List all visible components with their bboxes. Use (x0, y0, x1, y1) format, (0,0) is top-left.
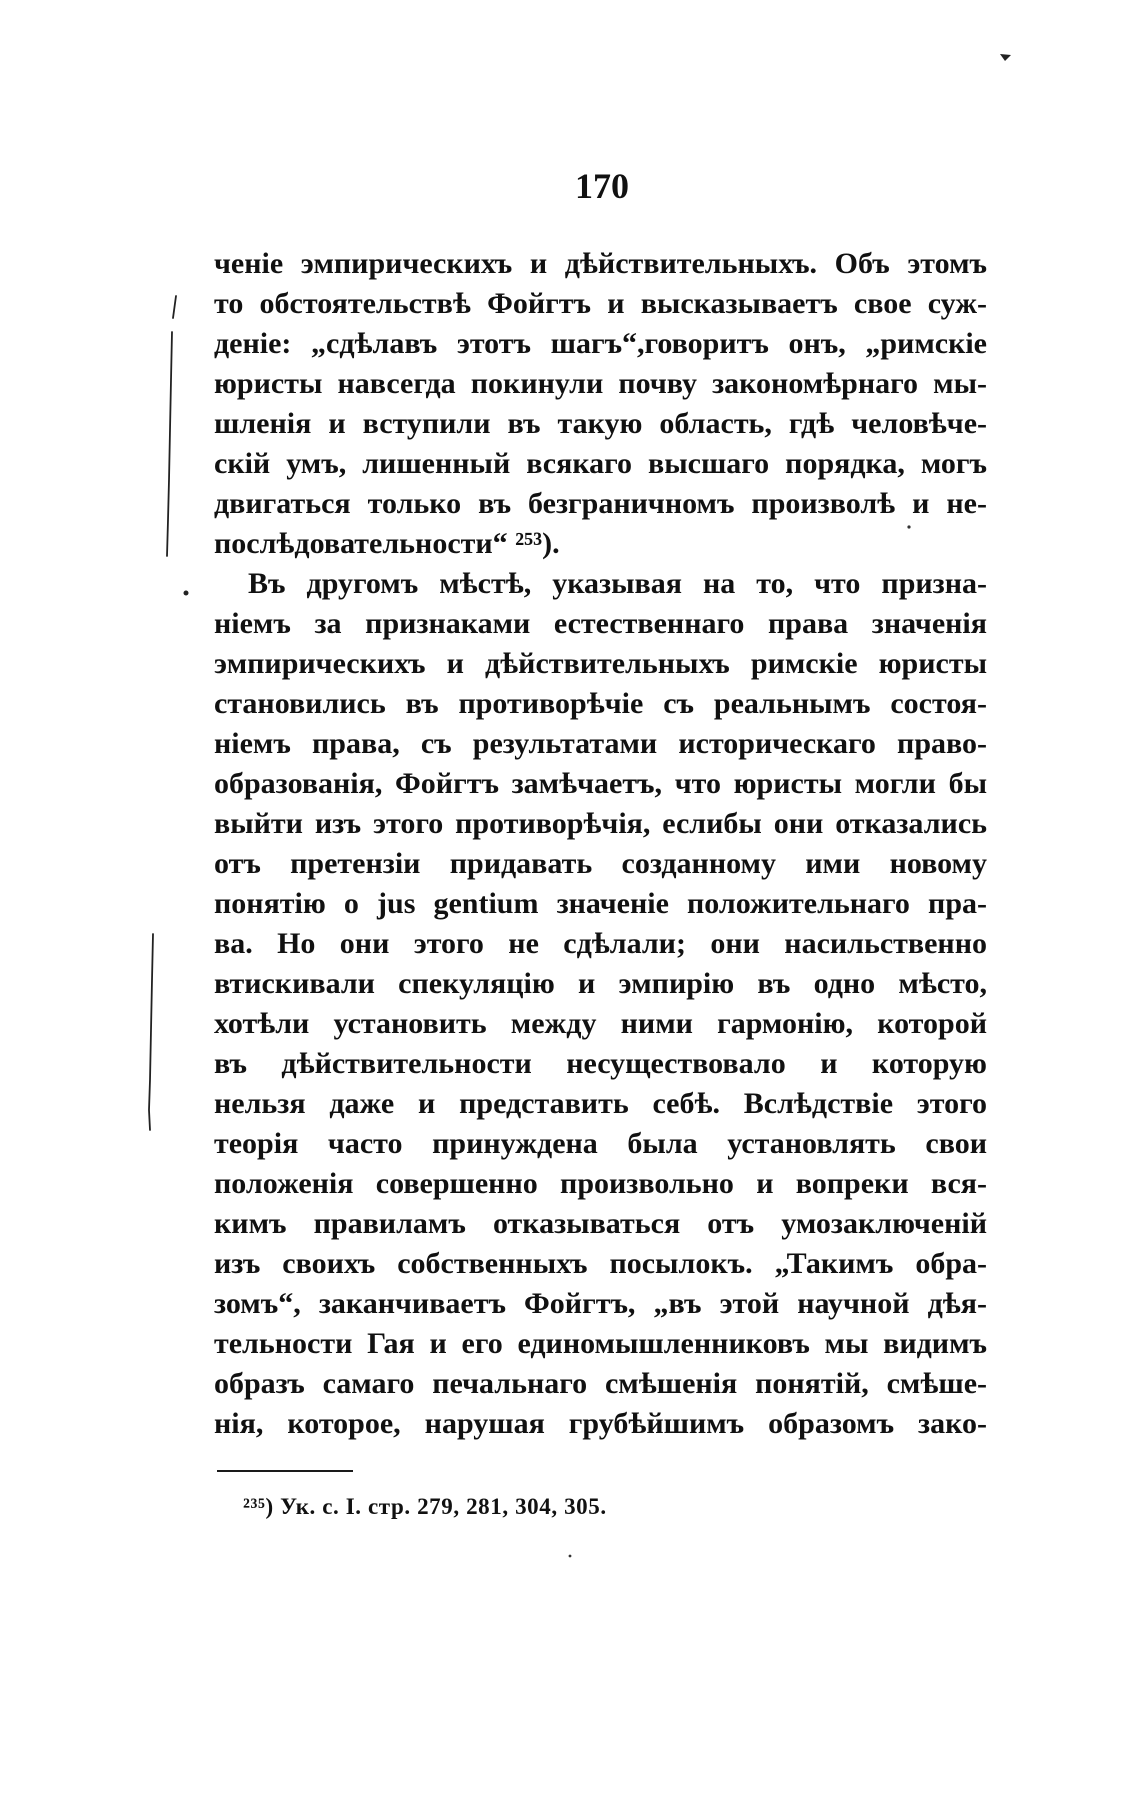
text-line: то обстоятельствѣ Фойгтъ и высказываетъ свое суж- (214, 287, 987, 320)
text-line: ніемъ права, съ результатами историческаго право- (214, 727, 987, 760)
text-line: двигаться только въ безграничномъ произволѣ и не- (214, 487, 987, 520)
text-line: ва. Но они этого не сдѣлали; они насильственно (214, 927, 987, 960)
text-line: послѣдовательности“ ²⁵³). (214, 527, 560, 560)
footnote-rule (217, 1470, 353, 1472)
text-line: ченіе эмпирическихъ и дѣйствительныхъ. Объ этомъ (214, 247, 987, 280)
text-line: зомъ“, заканчиваетъ Фойгтъ, „въ этой научной дѣя- (214, 1287, 987, 1320)
text-line: скій умъ, лишенный всякаго высшаго порядка, могъ (214, 447, 987, 480)
text-line: юристы навсегда покинули почву закономѣрнаго мы- (214, 367, 987, 400)
text-line: шленія и вступили въ такую область, гдѣ человѣче- (214, 407, 987, 440)
margin-pencil-mark-lower (149, 934, 153, 1130)
text-line: Въ другомъ мѣстѣ, указывая на то, что призна- (248, 567, 987, 600)
text-line: втискивали спекуляцію и эмпирію въ одно мѣсто, (214, 967, 987, 1000)
text-line: положенія совершенно произвольно и вопреки вся- (214, 1167, 987, 1200)
text-line: становились въ противорѣчіе съ реальнымъ состоя- (214, 687, 987, 720)
text-line: нія, которое, нарушая грубѣйшимъ образомъ зако- (214, 1407, 987, 1440)
margin-dot (184, 591, 189, 596)
text-line: отъ претензіи придавать созданному ими новому (214, 847, 987, 880)
paragraph (214, 564, 987, 1444)
text-line: образованія, Фойгтъ замѣчаетъ, что юристы могли бы (214, 767, 987, 800)
text-line: выйти изъ этого противорѣчія, еслибы они отказались (214, 807, 987, 840)
text-line: ніемъ за признаками естественнаго права значенія (214, 607, 987, 640)
text-line: эмпирическихъ и дѣйствительныхъ римскіе юристы (214, 647, 987, 680)
margin-pencil-mark-upper (167, 296, 176, 556)
dust-speck (569, 1555, 572, 1558)
footnote: ²³⁵) Ук. с. I. стр. 279, 281, 304, 305. (243, 1494, 607, 1519)
text-line: кимъ правиламъ отказываться отъ умозаключеній (214, 1207, 987, 1240)
corner-mark (1000, 54, 1011, 61)
text-line: образъ самаго печальнаго смѣшенія понятій, смѣше- (214, 1367, 987, 1400)
paragraph (214, 244, 987, 564)
text-line: деніе: „сдѣлавъ этотъ шагъ“,говоритъ онъ, „римскіе (214, 327, 987, 360)
body-text (214, 244, 987, 1444)
text-line: тельности Гая и его единомышленниковъ мы видимъ (214, 1327, 987, 1360)
text-line: изъ своихъ собственныхъ посылокъ. „Такимъ обра- (214, 1247, 987, 1280)
page-number: 170 (575, 166, 629, 206)
text-line: понятію о jus gentium значеніе положительнаго пра- (214, 887, 987, 920)
text-line: нельзя даже и представить себѣ. Вслѣдствіе этого (214, 1087, 987, 1120)
text-line: въ дѣйствительности несуществовало и которую (214, 1047, 987, 1080)
text-line: хотѣли установить между ними гармонію, которой (214, 1007, 987, 1040)
text-line: теорія часто принуждена была установлять свои (214, 1127, 987, 1160)
